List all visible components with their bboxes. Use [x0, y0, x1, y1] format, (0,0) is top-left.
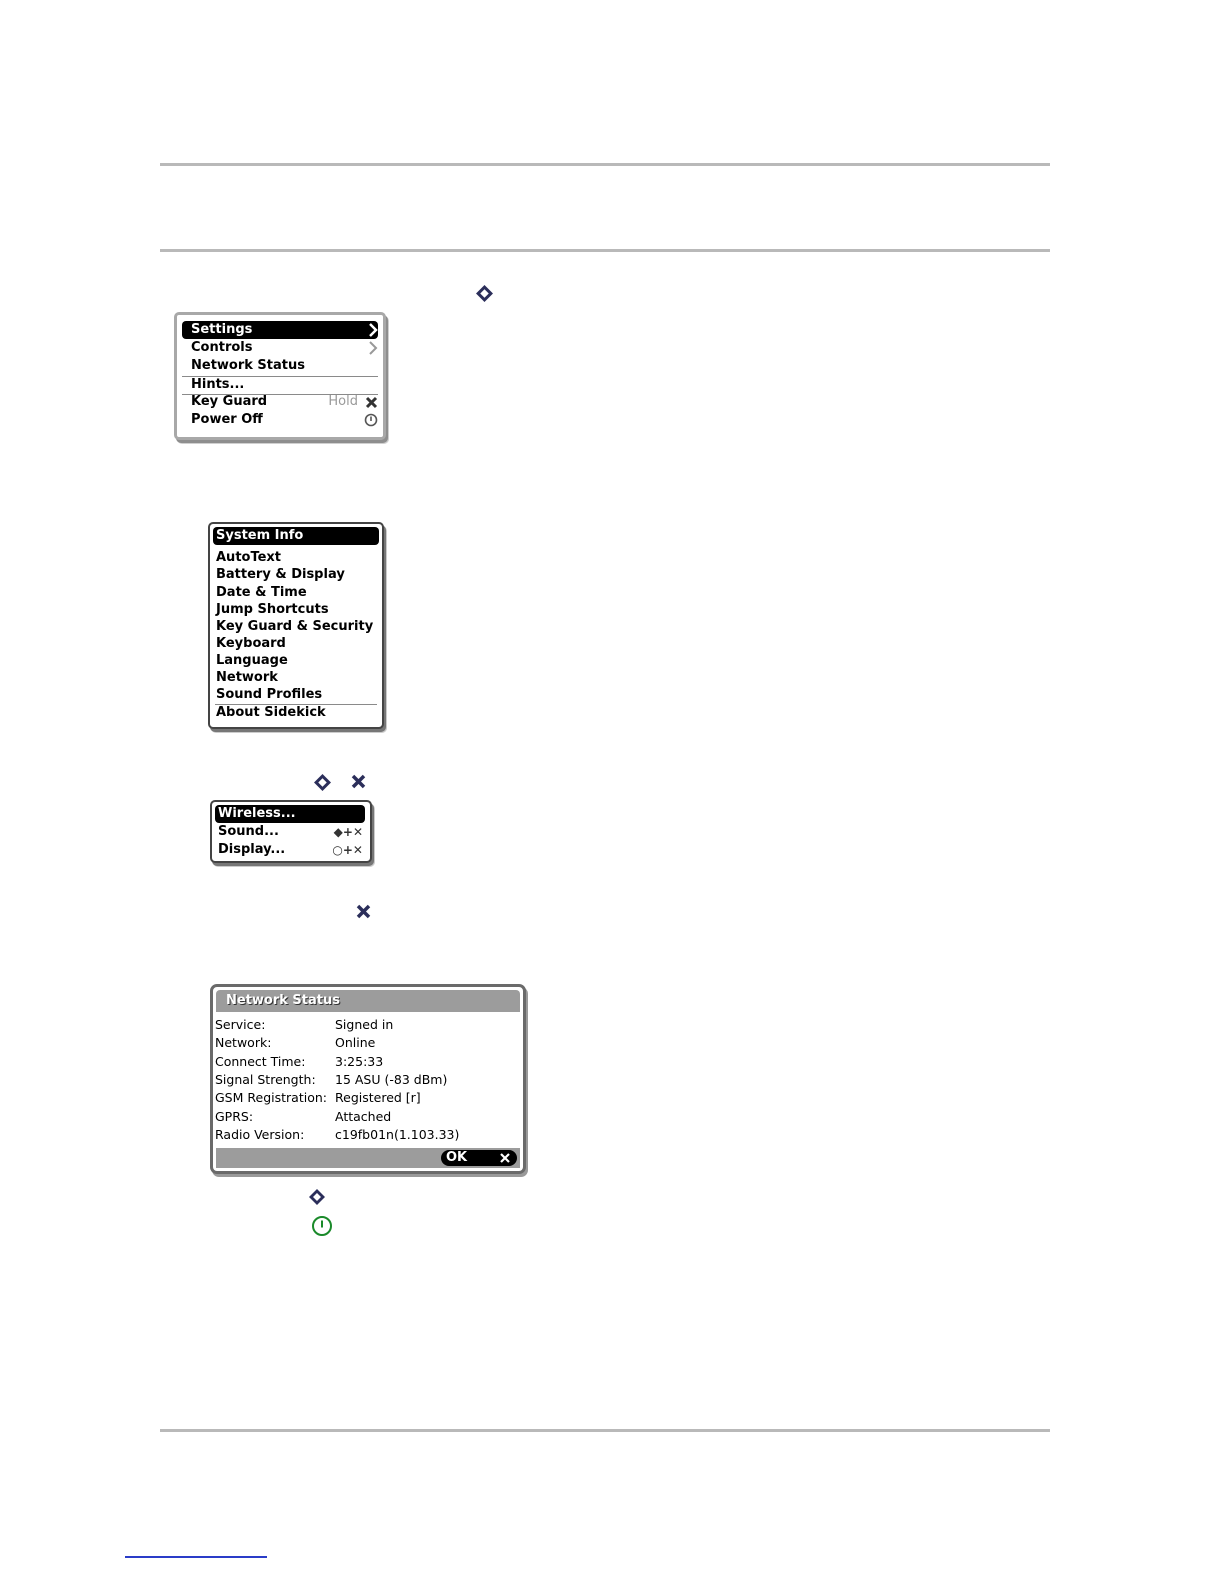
chevron-right-icon	[368, 322, 378, 338]
menu-item-system-info[interactable]: System Info	[213, 527, 379, 545]
menu-item-key-guard[interactable]: Key Guard Hold	[182, 393, 378, 411]
menu-item-date-time[interactable]: Date & Time	[216, 585, 307, 600]
back-x-icon	[499, 1152, 511, 1164]
menu-item-about-sidekick[interactable]: About Sidekick	[216, 705, 326, 720]
menu-item-sound-profiles[interactable]: Sound Profiles	[216, 687, 323, 702]
menu-key-icon	[309, 1189, 325, 1205]
menu-key-icon	[476, 285, 493, 302]
power-icon	[364, 413, 378, 427]
menu-item-language[interactable]: Language	[216, 653, 288, 668]
dialog-title: Network Status	[216, 990, 520, 1012]
power-icon	[311, 1215, 333, 1237]
footer-rule	[160, 1429, 1050, 1432]
back-x-icon	[350, 773, 367, 790]
settings-menu	[208, 522, 384, 729]
menu-item-network[interactable]: Network	[216, 670, 278, 685]
menu-item-key-guard-security[interactable]: Key Guard & Security	[216, 619, 374, 634]
header-rule-bottom	[160, 249, 1050, 252]
main-menu	[174, 312, 386, 440]
network-status-dialog: Network Status Service: Signed in Network: Online Connect Time: 3:25:33 Signal Strength: 15 ASU (-83 dBm) GSM Registration: Registered [r] GPRS: Attached Radio Version: c19fb01n(1.103.33) OK	[210, 984, 526, 1174]
chevron-right-icon	[368, 340, 378, 356]
menu-item-autotext[interactable]: AutoText	[216, 550, 282, 565]
back-x-icon	[365, 396, 378, 409]
controls-menu	[210, 800, 372, 863]
menu-item-battery-display[interactable]: Battery & Display	[216, 567, 345, 582]
header-rule-top	[160, 163, 1050, 166]
dialog-button-bar	[216, 1148, 520, 1168]
menu-item-hints[interactable]: Hints...	[191, 377, 245, 392]
menu-item-power-off[interactable]: Power Off	[182, 411, 378, 429]
menu-item-jump-shortcuts[interactable]: Jump Shortcuts	[216, 602, 329, 617]
ok-button[interactable]: OK	[441, 1150, 517, 1166]
menu-key-icon	[314, 774, 331, 791]
key-guard-hint: Hold	[328, 394, 358, 409]
sound-shortcut: ◆+✕	[333, 825, 363, 839]
menu-item-wireless[interactable]: Wireless...	[215, 805, 365, 823]
footer-link-underline[interactable]	[125, 1556, 267, 1558]
menu-item-keyboard[interactable]: Keyboard	[216, 636, 286, 651]
display-shortcut: ○+✕	[332, 843, 363, 857]
menu-item-sound[interactable]: Sound... ◆+✕	[218, 824, 363, 839]
menu-item-display[interactable]: Display... ○+✕	[218, 842, 363, 857]
menu-item-controls[interactable]: Controls	[182, 339, 378, 357]
menu-item-settings[interactable]: Settings	[182, 321, 378, 339]
back-x-icon	[355, 903, 372, 920]
menu-item-network-status[interactable]: Network Status	[191, 358, 305, 373]
